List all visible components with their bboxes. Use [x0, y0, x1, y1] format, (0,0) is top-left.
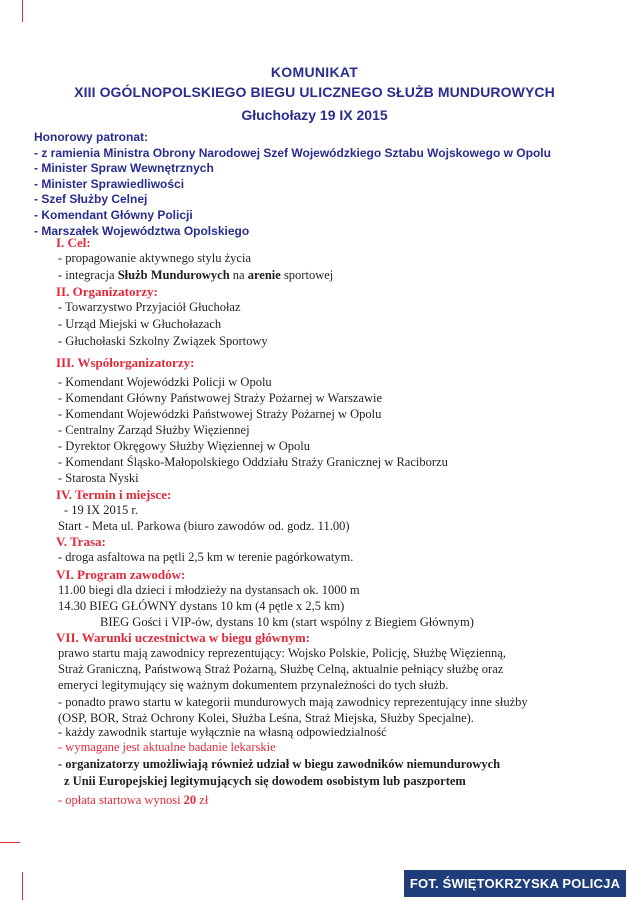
- section-program-title: VI. Program zawodów:: [56, 567, 186, 582]
- crop-mark-bottom: [22, 872, 23, 900]
- eu-participants-line2: z Unii Europejskiej legitymujących się dowodem osobistym lub paszportem: [64, 774, 466, 788]
- patronage-item: - z ramienia Ministra Obrony Narodowej Szef Wojewódzkiego Sztabu Wojskowego w Opolu: [34, 145, 551, 160]
- organizer-item: - Urząd Miejski w Głuchołazach: [58, 317, 222, 331]
- condition-line: - ponadto prawo startu w kategorii mundurowych mają zawodnicy reprezentujący inne służby: [58, 695, 528, 709]
- route-item: - droga asfaltowa na pętli 2,5 km w terenie pagórkowatym.: [58, 550, 354, 564]
- section-term-title: IV. Termin i miejsce:: [56, 487, 172, 502]
- program-item: 14.30 BIEG GŁÓWNY dystans 10 km (4 pętle x 2,5 km): [58, 599, 345, 613]
- patronage-item: - Minister Sprawiedliwości: [34, 176, 185, 191]
- section-goal-title: I. Cel:: [56, 235, 91, 250]
- coorganizer-item: - Starosta Nyski: [58, 471, 139, 485]
- section-route-title: V. Trasa:: [56, 534, 106, 549]
- patronage-item: - Komendant Główny Policji: [34, 207, 193, 222]
- entry-fee: - opłata startowa wynosi 20 zł: [58, 793, 209, 807]
- honorary-patronage: [34, 130, 551, 239]
- patronage-title: Honorowy patronat:: [34, 130, 148, 144]
- goal-item-integration: - integracja Służb Mundurowych na arenie sportowej: [58, 268, 334, 282]
- coorganizer-item: - Komendant Wojewódzki Państwowej Straży Pożarnej w Opolu: [58, 407, 382, 421]
- entry-fee-amount: 20: [183, 793, 197, 807]
- coorganizer-item: - Komendant Główny Państwowej Straży Pożarnej w Warszawie: [58, 391, 383, 405]
- goal-item: - propagowanie aktywnego stylu życia: [58, 251, 251, 265]
- section-coorganizers-title: III. Współorganizatorzy:: [56, 355, 195, 370]
- term-date: - 19 IX 2015 r.: [64, 503, 138, 517]
- organizer-item: - Towarzystwo Przyjaciół Głuchołaz: [58, 300, 241, 314]
- term-place: Start - Meta ul. Parkowa (biuro zawodów od. godz. 11.00): [58, 519, 350, 533]
- document-title: KOMUNIKAT: [270, 64, 359, 80]
- condition-line: Straż Graniczną, Państwową Straż Pożarną, Służbę Celną, aktualnie pełniący służbę oraz: [58, 662, 504, 676]
- photo-credit-badge: FOT. ŚWIĘTOKRZYSKA POLICJA: [404, 870, 626, 897]
- patronage-item: - Szef Służby Celnej: [34, 192, 148, 207]
- coorganizer-item: - Centralny Zarząd Służby Więziennej: [58, 423, 250, 437]
- section-organizers-title: II. Organizatorzy:: [56, 284, 158, 299]
- patronage-item: - Marszałek Województwa Opolskiego: [34, 223, 250, 238]
- condition-line: - każdy zawodnik startuje wyłącznie na własną odpowiedzialność: [58, 725, 387, 739]
- event-date-place: Głuchołazy 19 IX 2015: [241, 107, 388, 123]
- medical-requirement: - wymagane jest aktualne badanie lekarskie: [58, 740, 276, 754]
- coorganizer-item: - Komendant Wojewódzki Policji w Opolu: [58, 375, 272, 389]
- crop-mark-middle: [0, 842, 20, 843]
- condition-line: (OSP, BOR, Straż Ochrony Kolei, Służba Leśna, Straż Miejska, Służby Specjalne).: [58, 711, 474, 725]
- section-conditions-title: VII. Warunki uczestnictwa w biegu głównym:: [56, 630, 311, 645]
- condition-line: emeryci legitymujący się ważnym dokumentem przynależności do tych służb.: [58, 678, 449, 692]
- program-item: 11.00 biegi dla dzieci i młodzieży na dystansach ok. 1000 m: [58, 583, 360, 597]
- coorganizer-item: - Dyrektor Okręgowy Służby Więziennej w Opolu: [58, 439, 310, 453]
- eu-participants-line1: - organizatorzy umożliwiają również udział w biegu zawodników niemundurowych: [58, 757, 501, 771]
- program-item: BIEG Gości i VIP-ów, dystans 10 km (start wspólny z Biegiem Głównym): [100, 615, 474, 629]
- crop-mark-top: [22, 0, 23, 22]
- condition-line: prawo startu mają zawodnicy reprezentujący: Wojsko Polskie, Policję, Służbę Więzienną,: [58, 646, 506, 660]
- event-title: XIII OGÓLNOPOLSKIEGO BIEGU ULICZNEGO SŁUŻB MUNDUROWYCH: [74, 84, 555, 100]
- patronage-item: - Minister Spraw Wewnętrznych: [34, 161, 214, 176]
- coorganizer-item: - Komendant Śląsko-Małopolskiego Oddziału Straży Granicznej w Raciborzu: [58, 455, 448, 469]
- organizer-item: - Głuchołaski Szkolny Związek Sportowy: [58, 334, 268, 348]
